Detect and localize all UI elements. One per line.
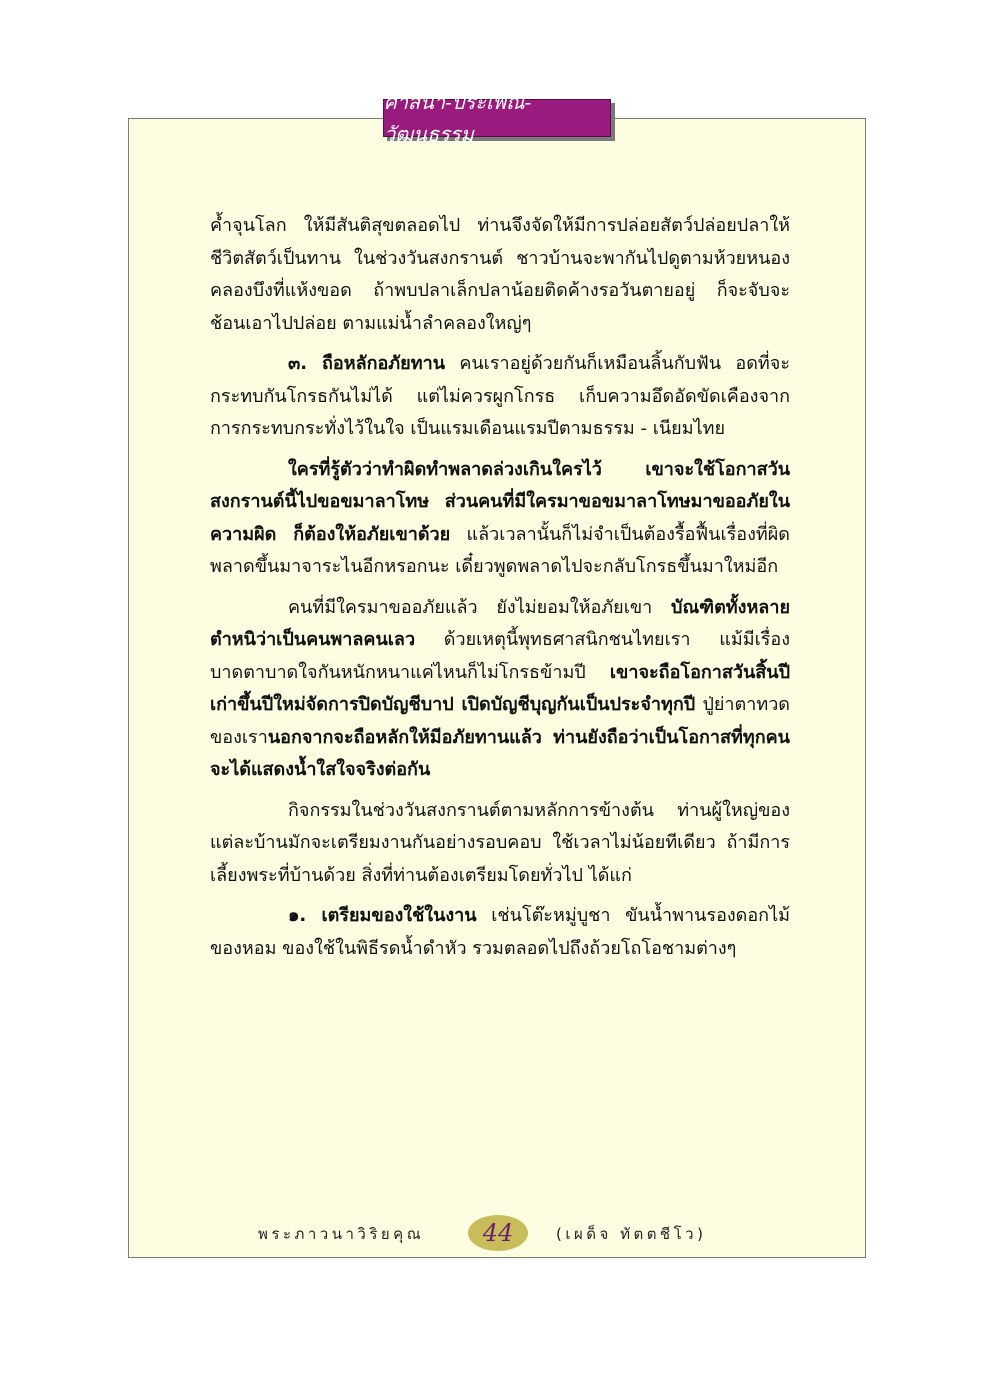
page-number-badge [468,1215,528,1251]
item-3-heading: ๓. ถือหลักอภัยทาน [288,353,446,374]
emphasis-text: นอกจากจะถือหลักให้มีอภัยทานแล้ว ท่านยังถือว่าเป็นโอกาสที่ทุกคนจะได้แสดงน้ำใสใจจริงต่อกัน [210,726,790,780]
emphasis-text: ใครที่รู้ตัวว่าทำผิดทำพลาดล่วงเกินใครไว้ เขาจะใช้โอกาสวันสงกรานต์นี้ไปขอขมาลาโทษ ส่วนคนที่มีใครมาขอขมาลาโทษมาขออภัยในความผิด ก็ต้องให้อภัยเขาด้วย [210,458,790,545]
paragraph-1: ค้ำจุนโลก ให้มีสันติสุขตลอดไป ท่านจึงจัดให้มีการปล่อยสัตว์ปล่อยปลาให้ชีวิตสัตว์เป็นทาน ในช่วงวันสงกรานต์ ชาวบ้านจะพากันไปดูตามห้วยหนองคลองบึงที่แห้งขอด ถ้าพบปลาเล็กปลาน้อยติดค้างรอวันตายอยู่ ก็จะจับจะช้อนเอาไปปล่อย ตามแม่น้ำลำคลองใหญ่ๆ [210,215,790,334]
emphasis-text: บัณฑิตทั้งหลายตำหนิว่าเป็นคนพาลคนเลว [210,596,790,650]
paragraph-6: ๑. เตรียมของใช้ในงาน เช่นโต๊ะหมู่บูชา ขันน้ำพานรองดอกไม้ของหอม ของใช้ในพิธีรดน้ำดำหัว รวมตลอดไปถึงถ้วยโถโอชามต่างๆ [210,905,790,959]
section-title: ศาสนา-ประเพณี-วัฒนธรรม [384,90,532,146]
author-name: (เผด็จ ทัตตชีโว) [556,1225,707,1243]
paragraph-3: ใครที่รู้ตัวว่าทำผิดทำพลาดล่วงเกินใครไว้ เขาจะใช้โอกาสวันสงกรานต์นี้ไปขอขมาลาโทษ ส่วนคนที่มีใครมาขอขมาลาโทษมาขออภัยในความผิด ก็ต้องให้อภัยเขาด้วย แล้วเวลานั้นก็ไม่จำเป็นต้องรื้อฟื้นเรื่องที่ผิดพลาดขึ้นมาจาระไนอีกหรอกนะ เดี๋ยวพูดพลาดไปจะกลับโกรธขึ้นมาใหม่อีก [210,458,790,577]
page-number: 44 [482,1219,514,1247]
paragraph-2: ๓. ถือหลักอภัยทาน คนเราอยู่ด้วยกันก็เหมือนลิ้นกับฟัน อดที่จะกระทบกันโกรธกันไม่ได้ แต่ไม่ควรผูกโกรธ เก็บความอึดอัดขัดเคืองจากการกระทบกระทั่งไว้ในใจ เป็นแรมเดือนแรมปีตามธรรม - เนียมไทย [210,353,790,439]
page-footer [0,1218,1000,1248]
emphasis-text: เขาจะถือโอกาสวันสิ้นปีเก่าขึ้นปีใหม่จัดการปิดบัญชีบาป เปิดบัญชีบุญกันเป็นประจำทุกปี [210,661,790,715]
section-header-tab [383,90,611,146]
item-1-heading: ๑. เตรียมของใช้ในงาน [288,905,477,926]
author-title: พระภาวนาวิริยคุณ [258,1225,425,1243]
paragraph-4: คนที่มีใครมาขออภัยแล้ว ยังไม่ยอมให้อภัยเขา บัณฑิตทั้งหลายตำหนิว่าเป็นคนพาลคนเลว ด้วยเหตุนี้พุทธศาสนิกชนไทยเรา แม้มีเรื่องบาดตาบาดใจกันหนักหนาแค่ไหนก็ไม่โกรธข้ามปี เขาจะถือโอกาสวันสิ้นปีเก่าขึ้นปีใหม่จัดการปิดบัญชีบาป เปิดบัญชีบุญกันเป็นประจำทุกปี ปู่ย่าตาทวดของเรานอกจากจะถือหลักให้มีอภัยทานแล้ว ท่านยังถือว่าเป็นโอกาสที่ทุกคนจะได้แสดงน้ำใสใจจริงต่อกัน [210,596,790,780]
body-text [210,210,790,965]
paragraph-5: กิจกรรมในช่วงวันสงกรานต์ตามหลักการข้างต้น ท่านผู้ใหญ่ของแต่ละบ้านมักจะเตรียมงานกันอย่างรอบคอบ ใช้เวลาไม่น้อยทีเดียว ถ้ามีการเลี้ยงพระที่บ้านด้วย สิ่งที่ท่านต้องเตรียมโดยทั่วไป ได้แก่ [210,799,790,886]
